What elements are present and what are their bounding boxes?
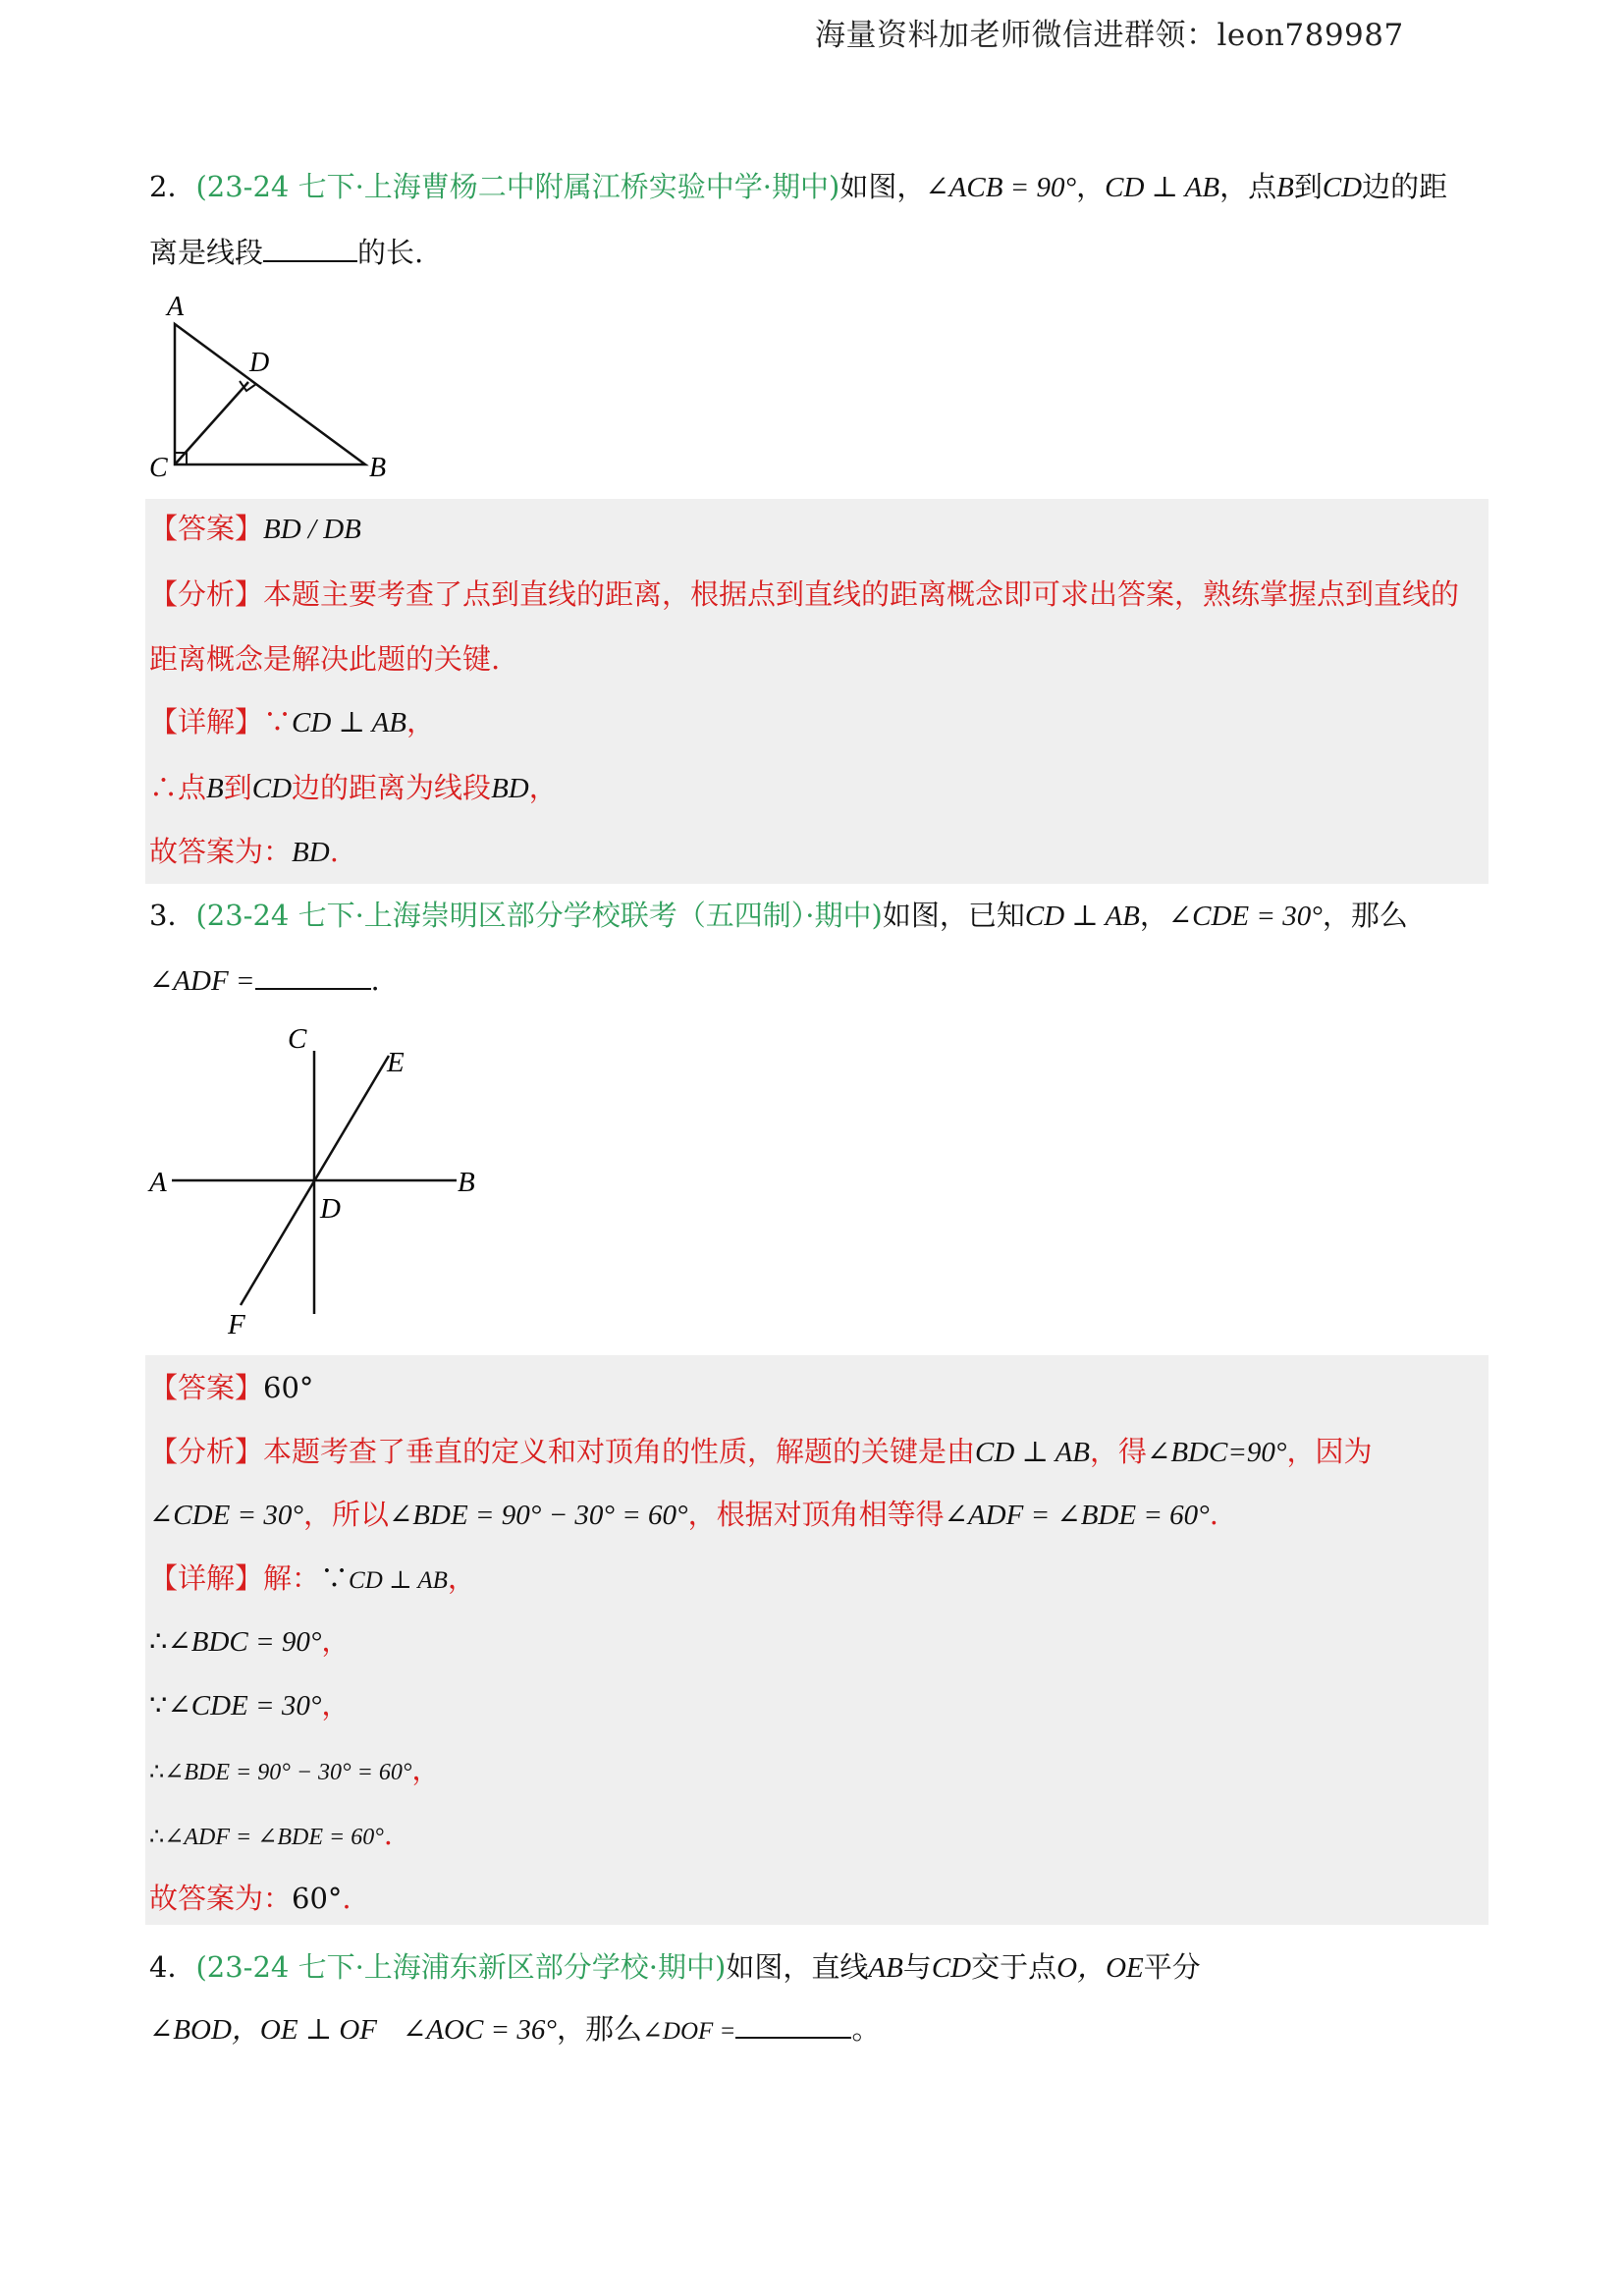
q3-step-3: ∵∠CDE = 30°， xyxy=(149,1688,351,1722)
q2-answer: 【答案】BD / DB xyxy=(149,512,361,545)
q3-step-5: ∴∠ADF = ∠BDE = 60°. xyxy=(149,1818,394,1851)
answer-tag: 【答案】 xyxy=(149,512,264,545)
label-a: A xyxy=(167,292,185,322)
q3-step-2: ∴∠BDC = 90°， xyxy=(149,1624,351,1658)
answer-blank xyxy=(263,233,357,262)
label-b: B xyxy=(458,1167,475,1198)
answer-tag: 【答案】 xyxy=(149,1371,264,1404)
analysis-tag: 【分析】 xyxy=(149,577,264,611)
q2-analysis-line2: 距离概念是解决此题的关键. xyxy=(149,642,501,676)
q2-analysis-line1: 【分析】本题主要考查了点到直线的距离，根据点到直线的距离概念即可求出答案，熟练掌握点到直线的 xyxy=(149,577,1460,611)
q2-detail-line1: 【详解】∵CD ⊥ AB， xyxy=(149,705,436,738)
label-d: D xyxy=(249,348,270,378)
q2-answer-box xyxy=(145,499,1488,884)
q3-analysis-line1: 【分析】本题考查了垂直的定义和对顶角的性质，解题的关键是由CD ⊥ AB，得∠BDC=90°，因为 xyxy=(149,1435,1373,1468)
label-e: E xyxy=(387,1047,405,1078)
question-source: (23-24 七下·上海曹杨二中附属江桥实验中学·期中) xyxy=(195,170,840,203)
q3-line2: ∠ADF = . xyxy=(149,960,380,1001)
q3-step-4: ∴∠BDE = 90° − 30° = 60°， xyxy=(149,1753,441,1786)
q4-line1: 4．(23-24 七下·上海浦东新区部分学校·期中)如图，直线AB与CD交于点O，OE平分 xyxy=(149,1950,1201,1984)
question-number: 2． xyxy=(149,170,196,203)
q2-line2: 离是线段 的长. xyxy=(149,233,423,272)
q3-analysis-line2: ∠CDE = 30°，所以∠BDE = 90° − 30° = 60°，根据对顶角相等得∠ADF = ∠BDE = 60°. xyxy=(149,1498,1218,1531)
answer-blank xyxy=(255,960,371,990)
answer-blank xyxy=(735,2009,851,2039)
label-b: B xyxy=(369,453,387,483)
label-a: A xyxy=(149,1167,167,1198)
label-c: C xyxy=(149,453,168,483)
question-source: (23-24 七下·上海浦东新区部分学校·期中) xyxy=(195,1950,727,1984)
label-d: D xyxy=(320,1193,341,1225)
q3-lines-figure xyxy=(147,1016,491,1340)
question-source: (23-24 七下·上海崇明区部分学校联考（五四制）·期中) xyxy=(195,899,883,932)
detail-tag: 【详解】 xyxy=(149,1561,264,1595)
q3-answer: 【答案】60° xyxy=(149,1371,314,1404)
detail-tag: 【详解】 xyxy=(149,705,264,738)
q2-final: 故答案为：BD. xyxy=(149,835,339,868)
label-c: C xyxy=(288,1023,307,1055)
q2-detail-line2: ∴点B到CD边的距离为线段BD， xyxy=(149,771,558,804)
q4-line2: ∠BOD，OE ⊥ OF ∠AOC = 36°，那么∠DOF = 。 xyxy=(149,2009,880,2051)
q3-line1: 3．(23-24 七下·上海崇明区部分学校联考（五四制）·期中)如图，已知CD ⊥ AB，∠CDE = 30°，那么 xyxy=(149,899,1408,932)
q3-final: 故答案为：60°. xyxy=(149,1882,352,1915)
analysis-tag: 【分析】 xyxy=(149,1435,264,1468)
label-f: F xyxy=(228,1309,245,1340)
q3-detail-line1: 【详解】解：∵CD ⊥ AB， xyxy=(149,1561,476,1595)
question-number: 3． xyxy=(149,899,196,932)
header-note: 海量资料加老师微信进群领：leon789987 xyxy=(815,18,1404,53)
q2-line1: 2．(23-24 七下·上海曹杨二中附属江桥实验中学·期中)如图，∠ACB = 90°，CD ⊥ AB，点B到CD边的距 xyxy=(149,170,1448,203)
q2-triangle-figure xyxy=(147,290,403,486)
question-number: 4． xyxy=(149,1950,196,1984)
